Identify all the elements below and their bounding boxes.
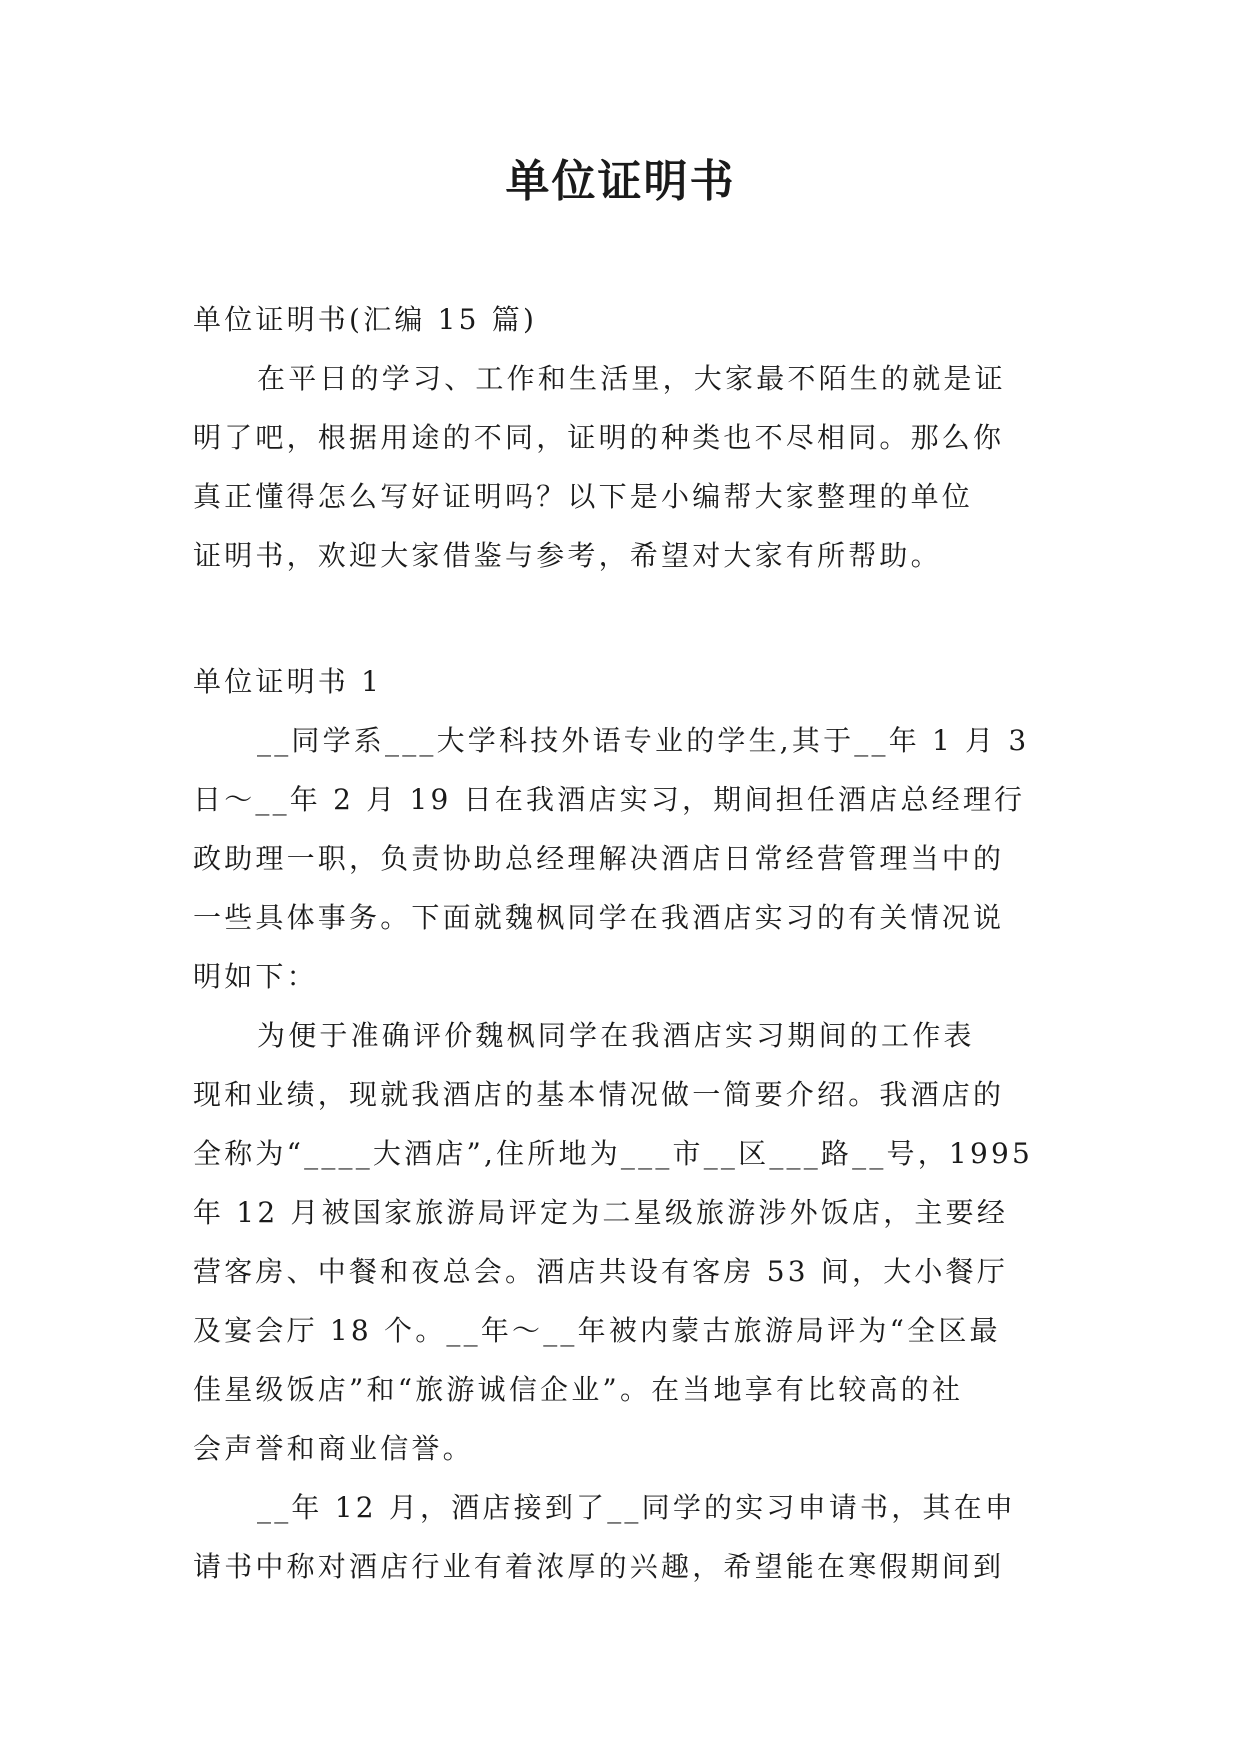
- text-line: 证明书，欢迎大家借鉴与参考，希望对大家有所帮助。: [193, 539, 942, 572]
- text-line: __年 12 月，酒店接到了__同学的实习申请书，其在申: [257, 1491, 1017, 1524]
- text-line: 在平日的学习、工作和生活里，大家最不陌生的就是证: [257, 362, 1006, 395]
- text-line: 政助理一职，负责协助总经理解决酒店日常经营管理当中的: [193, 842, 1005, 875]
- text-line: 请书中称对酒店行业有着浓厚的兴趣，希望能在寒假期间到: [193, 1550, 1005, 1583]
- text-line: 明了吧，根据用途的不同，证明的种类也不尽相同。那么你: [193, 421, 1005, 454]
- text-line: 会声誉和商业信誉。: [193, 1432, 474, 1465]
- document-subtitle: 单位证明书(汇编 15 篇): [193, 303, 538, 336]
- text-line: 为便于准确评价魏枫同学在我酒店实习期间的工作表: [257, 1019, 975, 1052]
- paragraph-spacer: [193, 585, 1051, 652]
- text-line: 一些具体事务。下面就魏枫同学在我酒店实习的有关情况说: [193, 901, 1005, 934]
- page-title: 单位证明书: [505, 156, 736, 207]
- text-line: 现和业绩，现就我酒店的基本情况做一简要介绍。我酒店的: [193, 1078, 1005, 1111]
- text-line: 佳星级饭店”和“旅游诚信企业”。在当地享有比较高的社: [193, 1373, 964, 1406]
- text-line: 全称为“____大酒店”,住所地为___市__区___路__号，1995: [193, 1137, 1033, 1170]
- paragraph-3: [193, 1478, 1051, 1596]
- text-line: __同学系___大学科技外语专业的学生,其于__年 1 月 3: [257, 724, 1030, 757]
- document-body: [193, 290, 1051, 1596]
- paragraph-2: [193, 1006, 1051, 1478]
- text-line: 日～__年 2 月 19 日在我酒店实习，期间担任酒店总经理行: [193, 783, 1026, 816]
- text-line: 年 12 月被国家旅游局评定为二星级旅游涉外饭店，主要经: [193, 1196, 1009, 1229]
- text-line: 明如下：: [193, 960, 318, 993]
- text-line: 真正懂得怎么写好证明吗？以下是小编帮大家整理的单位: [193, 480, 974, 513]
- text-line: 及宴会厅 18 个。__年～__年被内蒙古旅游局评为“全区最: [193, 1314, 1001, 1347]
- section-heading: 单位证明书 1: [193, 665, 383, 698]
- intro-paragraph: [193, 349, 1051, 585]
- text-line: 营客房、中餐和夜总会。酒店共设有客房 53 间，大小餐厅: [193, 1255, 1009, 1288]
- paragraph-1: [193, 711, 1051, 1006]
